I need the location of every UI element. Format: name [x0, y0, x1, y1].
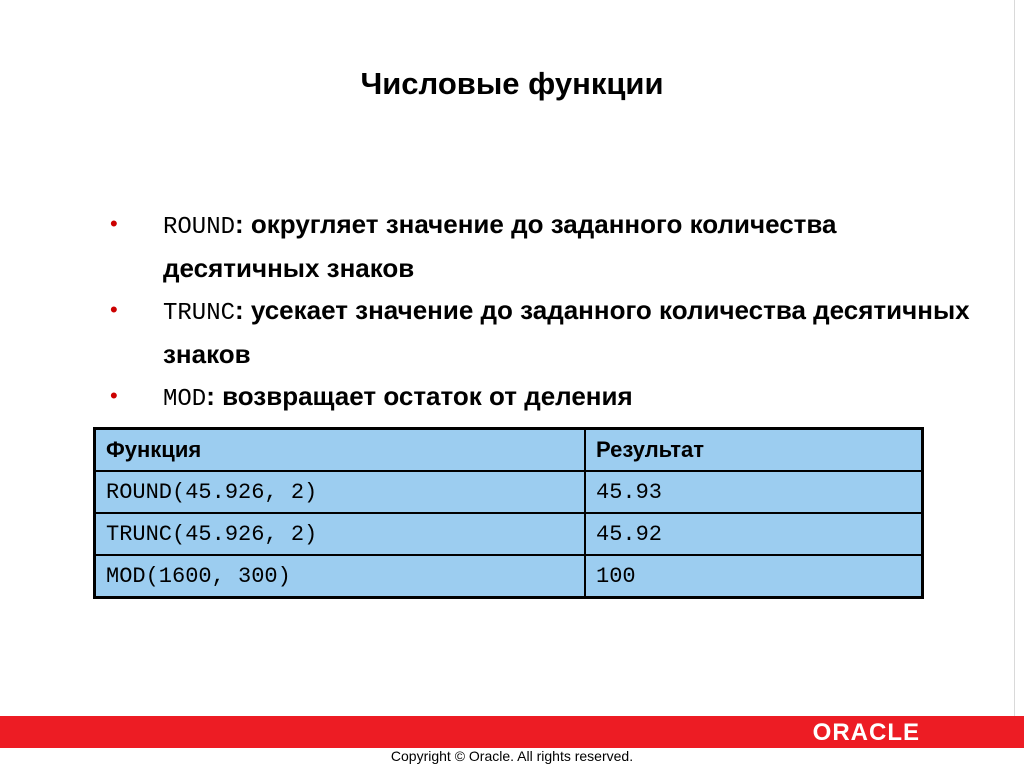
slide-edge: [1014, 0, 1015, 716]
table-row: [95, 513, 923, 555]
bullet-text: : возвращает остаток от деления: [206, 381, 633, 411]
bullet-text: : усекает значение до заданного количества десятичных знаков: [163, 295, 970, 369]
table-header-row: [95, 429, 923, 472]
table-row: [95, 555, 923, 598]
bullet-code: TRUNC: [163, 300, 236, 327]
bullet-round: [110, 204, 1000, 288]
table-cell-function: MOD(1600, 300): [95, 555, 586, 598]
oracle-logo: ORACLE: [812, 719, 920, 746]
bullet-icon: •: [110, 297, 118, 322]
copyright-notice: Copyright © Oracle. All rights reserved.: [390, 748, 634, 764]
table-cell-result: 45.93: [585, 471, 923, 513]
table-header-function: Функция: [95, 429, 586, 472]
bullet-text: : округляет значение до заданного количества десятичных знаков: [163, 209, 837, 283]
table-header-result: Результат: [585, 429, 923, 472]
bullet-code: MOD: [163, 386, 207, 413]
table-cell-function: ROUND(45.926, 2): [95, 471, 586, 513]
table-cell-result: 45.92: [585, 513, 923, 555]
bullet-trunc: [110, 290, 1000, 374]
bullet-icon: •: [110, 383, 118, 408]
bullet-icon: •: [110, 211, 118, 236]
table-cell-function: TRUNC(45.926, 2): [95, 513, 586, 555]
bullet-list: [110, 204, 1000, 422]
bullet-code: ROUND: [163, 214, 236, 241]
bullet-mod: [110, 376, 1000, 420]
table-cell-result: 100: [585, 555, 923, 598]
functions-table: [93, 427, 924, 599]
table-row: [95, 471, 923, 513]
slide-title: Числовые функции: [360, 66, 664, 101]
